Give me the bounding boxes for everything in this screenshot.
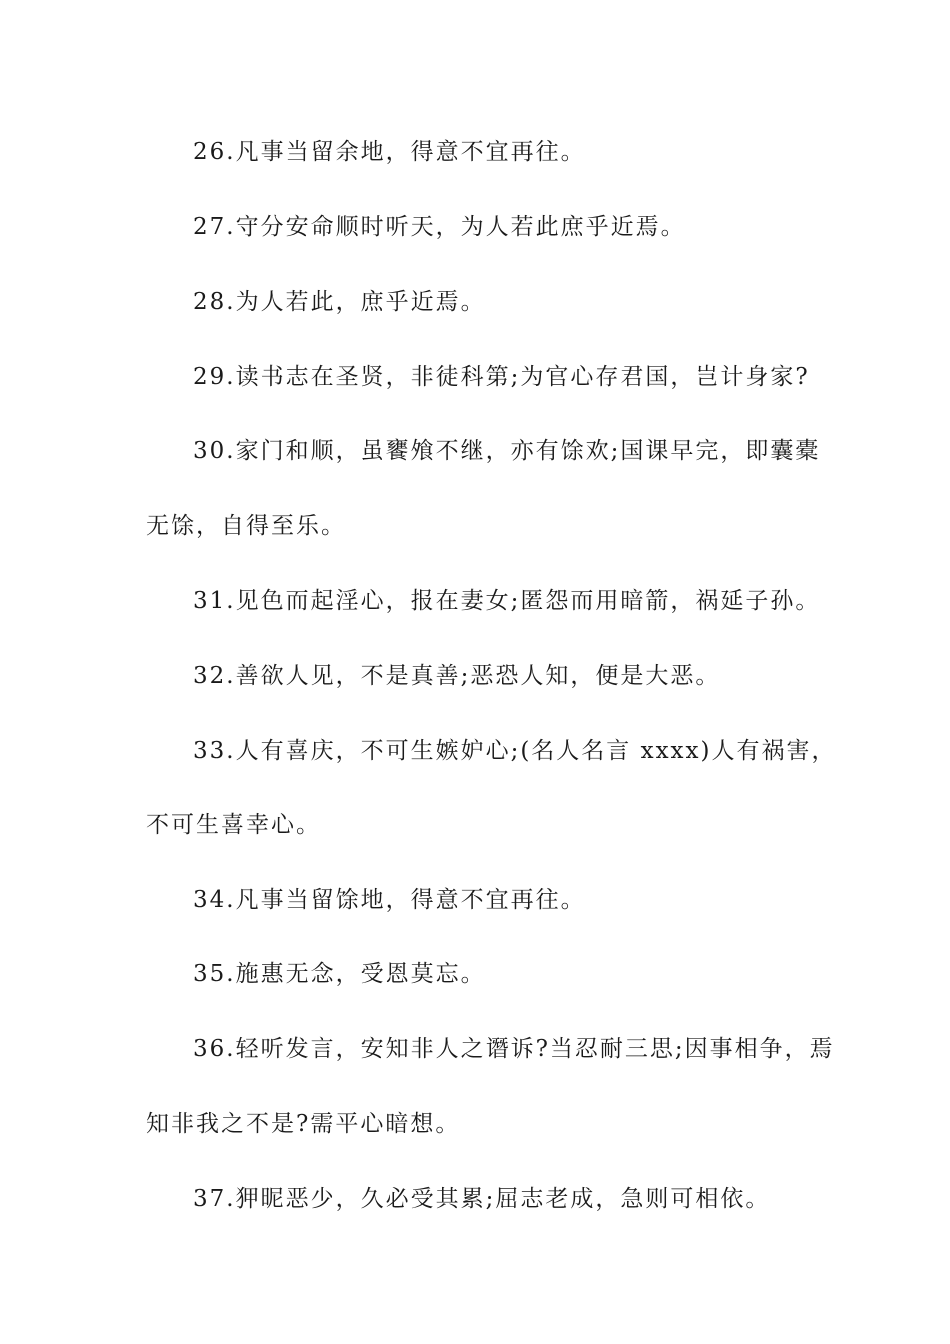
text-line-29: 29.读书志在圣贤，非徒科第;为官心存君国，岂计身家? xyxy=(193,364,810,390)
text-line-37: 37.狎昵恶少，久必受其累;屈志老成，急则可相依。 xyxy=(193,1186,771,1212)
text-line-34: 34.凡事当留馀地，得意不宜再往。 xyxy=(193,887,586,913)
text-line-36-cont: 知非我之不是?需平心暗想。 xyxy=(146,1111,461,1137)
text-line-35: 35.施惠无念，受恩莫忘。 xyxy=(193,961,486,987)
text-line-30-cont: 无馀，自得至乐。 xyxy=(146,513,346,539)
text-line-32: 32.善欲人见，不是真善;恶恐人知，便是大恶。 xyxy=(193,663,721,689)
text-line-28: 28.为人若此，庶乎近焉。 xyxy=(193,289,486,315)
text-line-31: 31.见色而起淫心，报在妻女;匿怨而用暗箭，祸延子孙。 xyxy=(193,588,821,614)
text-line-26: 26.凡事当留余地，得意不宜再往。 xyxy=(193,139,586,165)
text-line-33: 33.人有喜庆，不可生嫉妒心;(名人名言 xxxx)人有祸害， xyxy=(193,738,837,764)
text-line-33-cont: 不可生喜幸心。 xyxy=(146,812,321,838)
text-line-36: 36.轻听发言，安知非人之谮诉?当忍耐三思;因事相争，焉 xyxy=(193,1036,835,1062)
text-line-27: 27.守分安命顺时听天，为人若此庶乎近焉。 xyxy=(193,214,686,240)
text-line-30: 30.家门和顺，虽饔飧不继，亦有馀欢;国课早完，即囊橐 xyxy=(193,438,821,464)
